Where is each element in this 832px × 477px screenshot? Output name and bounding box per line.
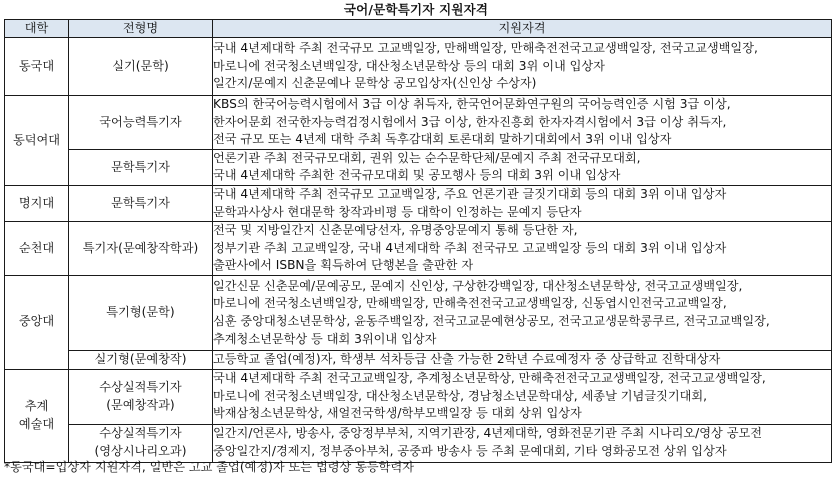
requirement-cell (213, 424, 832, 462)
table-row (5, 275, 832, 350)
track-cell: 특기형(문학) (69, 275, 213, 350)
track-line: (영상시나리오과) (94, 444, 187, 459)
table-row (5, 350, 832, 369)
requirement-line: 마로니에 전국청소년백일장, 대산청소년문학상 등의 대회 3위 이내 입상자 (213, 58, 605, 73)
requirement-line: 출판사에서 ISBN을 획득하여 단행본을 출판한 자 (213, 258, 474, 273)
qualification-table (4, 19, 832, 463)
requirement-line: 전국 규모 또는 4년제 대학 주최 독후감대회 토론대회 말하기대회에서 3위 이내 입상자 (213, 132, 672, 147)
requirement-line: 일간지/언론사, 방송사, 중앙정부부처, 지역기관장, 4년제대학, 영화전문기관 주최 시나리오/영상 공모전 (213, 426, 763, 441)
requirement-line: 고등학교 졸업(예정)자, 학생부 석차등급 산출 가능한 2학년 수료예정자 중 상급학교 진학대상자 (213, 351, 721, 366)
requirement-line: 마로니에 전국청소년백일장, 대산청소년문학상, 경남청소년문학대상, 세종날 기념글짓기대회, (213, 388, 708, 403)
requirement-line: 국내 4년제대학 주최한 전국규모대회 및 공모행사 등의 대회 3위 이내 입상자 (213, 168, 621, 183)
requirement-line: 언론기관 주최 전국규모대회, 권위 있는 순수문학단체/문예지 주최 전국규모대회, (213, 150, 641, 165)
requirement-line: 일간신문 신춘문예/문예공모, 문예지 신인상, 구상한강백일장, 대산청소년문학상, 전국고교생백일장, (213, 278, 743, 293)
univ-cell: 동국대 (5, 38, 69, 96)
header-row (5, 20, 832, 38)
univ-line: 추계 (24, 398, 49, 413)
table-row (5, 424, 832, 462)
univ-line: 예술대 (18, 416, 55, 431)
requirement-line: 한자어문회 전국한자능력검정시험에서 3급 이상, 한자진흥회 한자자격시험에서 3급 이상 취득자, (213, 114, 727, 129)
track-cell: 국어능력특기자 (69, 96, 213, 150)
requirement-line: 중앙일간지/경제지, 정부중아부처, 공중파 방송사 등 주최 문예대회, 기타 영화공모전 상위 입상자 (213, 444, 727, 459)
requirement-cell (213, 185, 832, 221)
track-line: 수상실적특기자 (99, 426, 182, 441)
requirement-line: 심훈 중앙대청소년문학상, 윤동주백일장, 전국고교문예현상공모, 전국고교생문학콩쿠르, 전국고교백일장, (213, 313, 770, 328)
requirement-line: 국내 4년제대학 주최 전국규모 고교백일장, 주요 언론기관 글짓기대회 등의 대회 3위 이내 입상자 (213, 186, 727, 201)
track-cell (69, 424, 213, 462)
requirement-cell (213, 96, 832, 150)
requirement-line: 문학과사상사 현대문학 창작과비평 등 대학이 인정하는 문예지 등단자 (213, 204, 582, 219)
track-line: (문예창작과) (106, 397, 175, 412)
requirement-line: KBS의 한국어능력시험에서 3급 이상 취득자, 한국언어문화연구원의 국어능력인증 시험 3급 이상, (213, 97, 731, 111)
header-track: 전형명 (69, 20, 213, 38)
track-cell: 실기(문학) (69, 38, 213, 96)
table-row (5, 369, 832, 424)
track-cell: 실기형(문예창작) (69, 350, 213, 369)
table-row (5, 38, 832, 96)
track-cell: 특기자(문예창작학과) (69, 222, 213, 276)
requirement-cell (213, 350, 832, 369)
requirement-line: 국내 4년제대학 주최 전국규모 고교백일장, 만해백일장, 만해축전전국고교생백일장, 전국고교생백일장, (213, 41, 758, 56)
table-title: 국어/문학특기자 지원자격 (343, 2, 489, 17)
univ-cell: 순천대 (5, 222, 69, 276)
requirement-cell (213, 222, 832, 276)
requirement-line: 박재삼청소년문학상, 새얼전국학생/학부모백일장 등 대회 상위 입상자 (213, 406, 582, 421)
requirement-cell (213, 275, 832, 350)
table-row (5, 185, 832, 221)
requirement-line: 전국 및 지방일간지 신춘문예당선자, 유명중앙문예지 통해 등단한 자, (213, 223, 578, 238)
univ-cell (5, 369, 69, 462)
requirement-cell (213, 369, 832, 424)
header-req: 지원자격 (213, 20, 832, 38)
table-row (5, 96, 832, 150)
requirement-line: 마로니에 전국청소년백일장, 만해백일장, 만해축전전국고교생백일장, 신동엽시인전국고교백일장, (213, 296, 727, 311)
univ-cell: 동덕여대 (5, 96, 69, 186)
track-cell: 문학특기자 (69, 185, 213, 221)
requirement-cell (213, 149, 832, 185)
track-cell: 문학특기자 (69, 149, 213, 185)
table-row (5, 149, 832, 185)
univ-cell: 명지대 (5, 185, 69, 221)
univ-cell: 중앙대 (5, 275, 69, 369)
requirement-cell (213, 38, 832, 96)
requirement-line: 국내 4년제대학 주최 전국고교백일장, 추계청소년문학상, 만해축전전국고교생백일장, 전국고교생백일장, (213, 371, 766, 386)
requirement-line: 정부기관 주최 고교백일장, 국내 4년제대학 주최 전국규모 고교백일장 등의 대회 3위 이내 입상자 (213, 240, 727, 255)
track-line: 수상실적특기자 (99, 379, 182, 394)
track-cell (69, 369, 213, 424)
table-row (5, 222, 832, 276)
footnote: *동국대=입상자 지원자격, 일반은 고교 졸업(예정)자 또는 법령상 동등학력자 (4, 460, 415, 474)
requirement-line: 일간지/문예지 신춘문예나 문학상 공모입상자(신인상 수상자) (213, 76, 537, 91)
header-univ: 대학 (5, 20, 69, 38)
requirement-line: 추계청소년문학상 등 대회 3위이내 입상자 (213, 331, 437, 346)
